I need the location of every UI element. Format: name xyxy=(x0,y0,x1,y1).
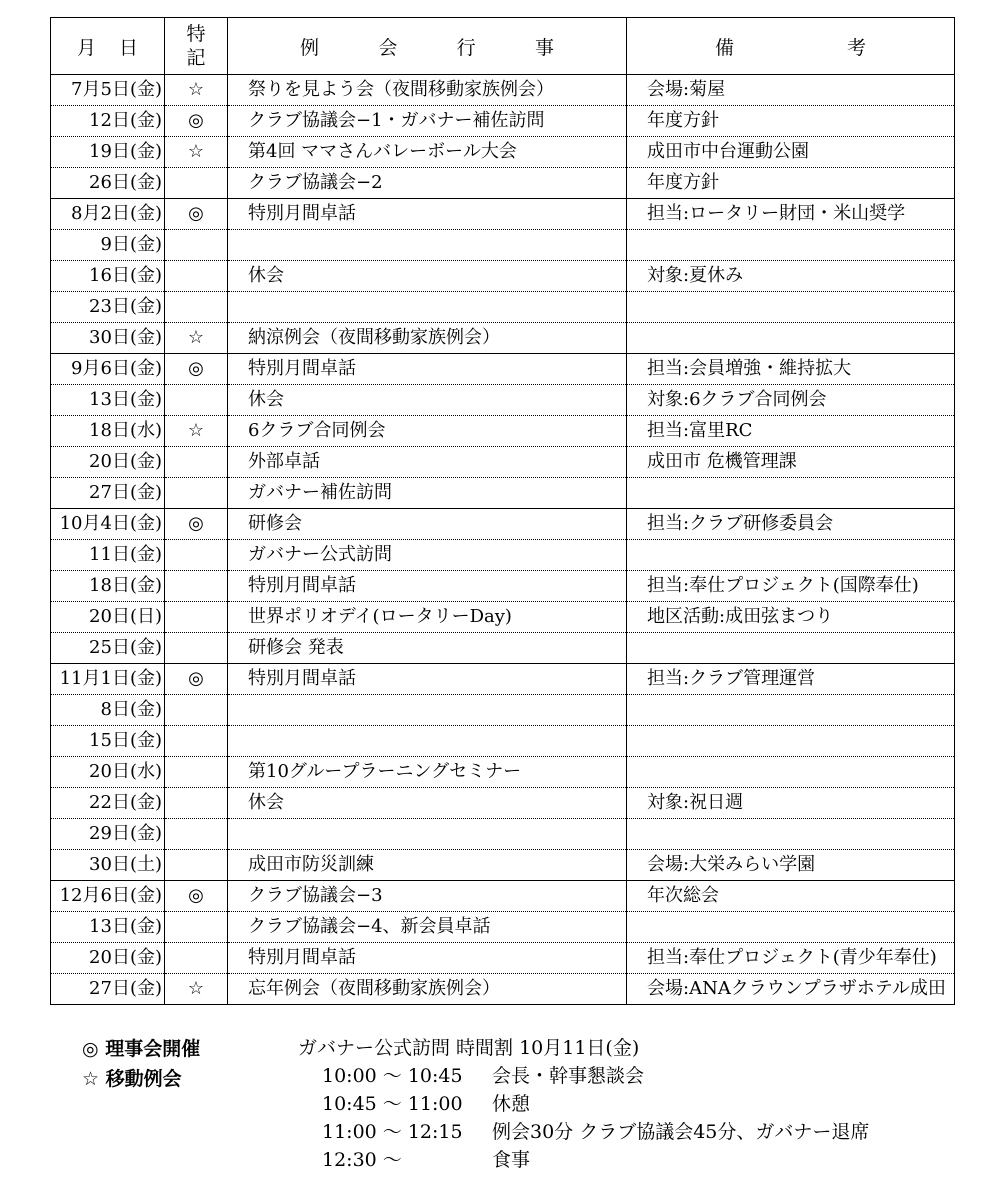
mark-cell: ◎ xyxy=(165,881,228,912)
legend-label: 理事会開催 xyxy=(105,1038,201,1060)
double-circle-icon: ◎ xyxy=(82,1038,99,1060)
mark-cell xyxy=(165,292,228,323)
note-cell: 会場:ANAクラウンプラザホテル成田 xyxy=(627,974,955,1005)
date-cell: 20日(日) xyxy=(51,602,165,633)
header-mark xyxy=(165,18,228,75)
table-row xyxy=(51,757,955,788)
event-cell: 世界ポリオデイ(ロータリーDay) xyxy=(228,602,627,633)
note-cell xyxy=(627,478,955,509)
note-cell: 担当:奉仕プロジェクト(青少年奉仕) xyxy=(627,943,955,974)
date-cell: 13日(金) xyxy=(51,385,165,416)
event-cell: クラブ協議会−2 xyxy=(228,168,627,199)
event-cell: 祭りを見よう会（夜間移動家族例会） xyxy=(228,75,627,106)
mark-cell: ☆ xyxy=(165,974,228,1005)
table-row xyxy=(51,292,955,323)
date-cell: 9日(金) xyxy=(51,230,165,261)
date-cell: 18日(金) xyxy=(51,571,165,602)
date-cell: 20日(金) xyxy=(51,447,165,478)
table-row xyxy=(51,788,955,819)
date-cell: 26日(金) xyxy=(51,168,165,199)
timetable-desc: 例会30分 クラブ協議会45分、ガバナー退席 xyxy=(492,1121,870,1143)
mark-cell xyxy=(165,478,228,509)
date-cell: 20日(水) xyxy=(51,757,165,788)
star-icon: ☆ xyxy=(82,1068,100,1090)
mark-cell xyxy=(165,695,228,726)
timetable-time: 10:45 〜 11:00 xyxy=(322,1093,463,1115)
date-cell: 25日(金) xyxy=(51,633,165,664)
table-row xyxy=(51,75,955,106)
note-cell: 会場:大栄みらい学園 xyxy=(627,850,955,881)
timetable-time: 11:00 〜 12:15 xyxy=(322,1121,463,1143)
date-cell: 27日(金) xyxy=(51,478,165,509)
mark-cell xyxy=(165,447,228,478)
event-cell: ガバナー公式訪問 xyxy=(228,540,627,571)
event-cell: 特別月間卓話 xyxy=(228,943,627,974)
table-row xyxy=(51,633,955,664)
event-cell: クラブ協議会−1・ガバナー補佐訪問 xyxy=(228,106,627,137)
table-row xyxy=(51,819,955,850)
table-row xyxy=(51,974,955,1005)
mark-cell: ◎ xyxy=(165,199,228,230)
note-cell xyxy=(627,292,955,323)
date-cell: 20日(金) xyxy=(51,943,165,974)
note-cell: 対象:祝日週 xyxy=(627,788,955,819)
header-event-char: 行 xyxy=(456,36,476,59)
event-cell: 特別月間卓話 xyxy=(228,571,627,602)
date-cell: 12日(金) xyxy=(51,106,165,137)
event-cell: 外部卓話 xyxy=(228,447,627,478)
event-cell: 休会 xyxy=(228,788,627,819)
table-row xyxy=(51,106,955,137)
event-cell: 第10グループラーニングセミナー xyxy=(228,757,627,788)
note-cell: 年次総会 xyxy=(627,881,955,912)
header-date xyxy=(51,18,165,75)
header-mark-top: 特 xyxy=(186,23,206,45)
event-cell: 特別月間卓話 xyxy=(228,199,627,230)
date-cell: 15日(金) xyxy=(51,726,165,757)
note-cell xyxy=(627,726,955,757)
timetable-title: ガバナー公式訪問 時間割 10月11日(金) xyxy=(298,1037,640,1059)
mark-cell xyxy=(165,726,228,757)
event-cell: 忘年例会（夜間移動家族例会） xyxy=(228,974,627,1005)
event-cell xyxy=(228,292,627,323)
table-row xyxy=(51,912,955,943)
table-row xyxy=(51,385,955,416)
timetable-desc: 休憩 xyxy=(492,1093,531,1115)
note-cell xyxy=(627,540,955,571)
header-note-char: 備 xyxy=(715,36,735,59)
timetable-row xyxy=(298,1062,869,1090)
mark-cell xyxy=(165,571,228,602)
timetable-desc: 食事 xyxy=(492,1149,531,1171)
legend-item xyxy=(82,1034,200,1064)
date-cell: 8日(金) xyxy=(51,695,165,726)
mark-cell: ☆ xyxy=(165,75,228,106)
date-cell: 11月1日(金) xyxy=(51,664,165,695)
note-cell: 担当:ロータリー財団・米山奨学 xyxy=(627,199,955,230)
mark-cell: ◎ xyxy=(165,664,228,695)
date-cell: 30日(金) xyxy=(51,323,165,354)
header-event-char: 事 xyxy=(534,36,554,59)
table-row xyxy=(51,168,955,199)
table-row xyxy=(51,571,955,602)
mark-cell xyxy=(165,540,228,571)
note-cell: 会場:菊屋 xyxy=(627,75,955,106)
table-row xyxy=(51,881,955,912)
schedule-body xyxy=(51,75,955,1005)
header-date-day: 日 xyxy=(118,36,138,59)
date-cell: 7月5日(金) xyxy=(51,75,165,106)
note-cell: 対象:6クラブ合同例会 xyxy=(627,385,955,416)
header-event-char: 例 xyxy=(300,36,320,59)
header-mark-bottom: 記 xyxy=(186,47,206,69)
timetable-row xyxy=(298,1146,869,1174)
table-header-row xyxy=(51,18,955,75)
date-cell: 16日(金) xyxy=(51,261,165,292)
date-cell: 27日(金) xyxy=(51,974,165,1005)
date-cell: 29日(金) xyxy=(51,819,165,850)
note-cell xyxy=(627,230,955,261)
note-cell xyxy=(627,819,955,850)
date-cell: 10月4日(金) xyxy=(51,509,165,540)
note-cell: 対象:夏休み xyxy=(627,261,955,292)
mark-cell: ◎ xyxy=(165,509,228,540)
schedule-table xyxy=(50,17,955,1005)
note-cell: 地区活動:成田弦まつり xyxy=(627,602,955,633)
note-cell: 担当:富里RC xyxy=(627,416,955,447)
date-cell: 11日(金) xyxy=(51,540,165,571)
mark-cell: ◎ xyxy=(165,354,228,385)
event-cell xyxy=(228,726,627,757)
mark-cell xyxy=(165,819,228,850)
legend-label: 移動例会 xyxy=(105,1068,182,1090)
table-row xyxy=(51,850,955,881)
event-cell: 納涼例会（夜間移動家族例会） xyxy=(228,323,627,354)
mark-cell xyxy=(165,788,228,819)
mark-cell xyxy=(165,261,228,292)
table-row xyxy=(51,137,955,168)
table-row xyxy=(51,354,955,385)
header-note xyxy=(627,18,955,75)
event-cell: 6クラブ合同例会 xyxy=(228,416,627,447)
mark-cell xyxy=(165,168,228,199)
date-cell: 18日(水) xyxy=(51,416,165,447)
mark-cell: ☆ xyxy=(165,323,228,354)
mark-cell xyxy=(165,602,228,633)
event-cell: 研修会 発表 xyxy=(228,633,627,664)
note-cell xyxy=(627,912,955,943)
mark-cell xyxy=(165,385,228,416)
note-cell xyxy=(627,695,955,726)
mark-cell: ☆ xyxy=(165,416,228,447)
timetable-desc: 会長・幹事懇談会 xyxy=(492,1065,645,1087)
header-event xyxy=(228,18,627,75)
mark-cell xyxy=(165,633,228,664)
note-cell: 担当:クラブ研修委員会 xyxy=(627,509,955,540)
note-cell: 成田市 危機管理課 xyxy=(627,447,955,478)
event-cell: 特別月間卓話 xyxy=(228,354,627,385)
note-cell xyxy=(627,323,955,354)
mark-cell xyxy=(165,757,228,788)
date-cell: 13日(金) xyxy=(51,912,165,943)
mark-cell: ◎ xyxy=(165,106,228,137)
timetable-time: 12:30 〜 xyxy=(322,1149,402,1171)
mark-cell xyxy=(165,912,228,943)
event-cell: 成田市防災訓練 xyxy=(228,850,627,881)
date-cell: 8月2日(金) xyxy=(51,199,165,230)
event-cell: クラブ協議会−3 xyxy=(228,881,627,912)
table-row xyxy=(51,447,955,478)
mark-cell: ☆ xyxy=(165,137,228,168)
mark-cell xyxy=(165,230,228,261)
event-cell: ガバナー補佐訪問 xyxy=(228,478,627,509)
event-cell: 特別月間卓話 xyxy=(228,664,627,695)
table-row xyxy=(51,509,955,540)
table-row xyxy=(51,726,955,757)
visit-timetable xyxy=(298,1034,869,1174)
legend-item xyxy=(82,1064,200,1094)
event-cell: クラブ協議会−4、新会員卓話 xyxy=(228,912,627,943)
table-row xyxy=(51,664,955,695)
table-row xyxy=(51,478,955,509)
table-row xyxy=(51,602,955,633)
note-cell: 成田市中台運動公園 xyxy=(627,137,955,168)
header-note-char: 考 xyxy=(846,36,866,59)
table-row xyxy=(51,943,955,974)
event-cell xyxy=(228,230,627,261)
table-row xyxy=(51,199,955,230)
table-row xyxy=(51,416,955,447)
note-cell xyxy=(627,757,955,788)
timetable-row xyxy=(298,1118,869,1146)
event-cell xyxy=(228,819,627,850)
date-cell: 19日(金) xyxy=(51,137,165,168)
note-cell xyxy=(627,633,955,664)
event-cell xyxy=(228,695,627,726)
date-cell: 9月6日(金) xyxy=(51,354,165,385)
event-cell: 第4回 ママさんバレーボール大会 xyxy=(228,137,627,168)
date-cell: 30日(土) xyxy=(51,850,165,881)
date-cell: 22日(金) xyxy=(51,788,165,819)
timetable-row xyxy=(298,1090,869,1118)
note-cell: 担当:クラブ管理運営 xyxy=(627,664,955,695)
event-cell: 休会 xyxy=(228,385,627,416)
table-row xyxy=(51,230,955,261)
mark-cell xyxy=(165,850,228,881)
mark-cell xyxy=(165,943,228,974)
table-row xyxy=(51,261,955,292)
note-cell: 担当:会員増強・維持拡大 xyxy=(627,354,955,385)
header-event-char: 会 xyxy=(378,36,398,59)
event-cell: 研修会 xyxy=(228,509,627,540)
table-row xyxy=(51,695,955,726)
note-cell: 担当:奉仕プロジェクト(国際奉仕) xyxy=(627,571,955,602)
timetable-time: 10:00 〜 10:45 xyxy=(322,1065,463,1087)
table-row xyxy=(51,323,955,354)
date-cell: 23日(金) xyxy=(51,292,165,323)
header-date-month: 月 xyxy=(77,36,97,59)
table-row xyxy=(51,540,955,571)
note-cell: 年度方針 xyxy=(627,106,955,137)
event-cell: 休会 xyxy=(228,261,627,292)
date-cell: 12月6日(金) xyxy=(51,881,165,912)
legend xyxy=(82,1034,200,1094)
note-cell: 年度方針 xyxy=(627,168,955,199)
